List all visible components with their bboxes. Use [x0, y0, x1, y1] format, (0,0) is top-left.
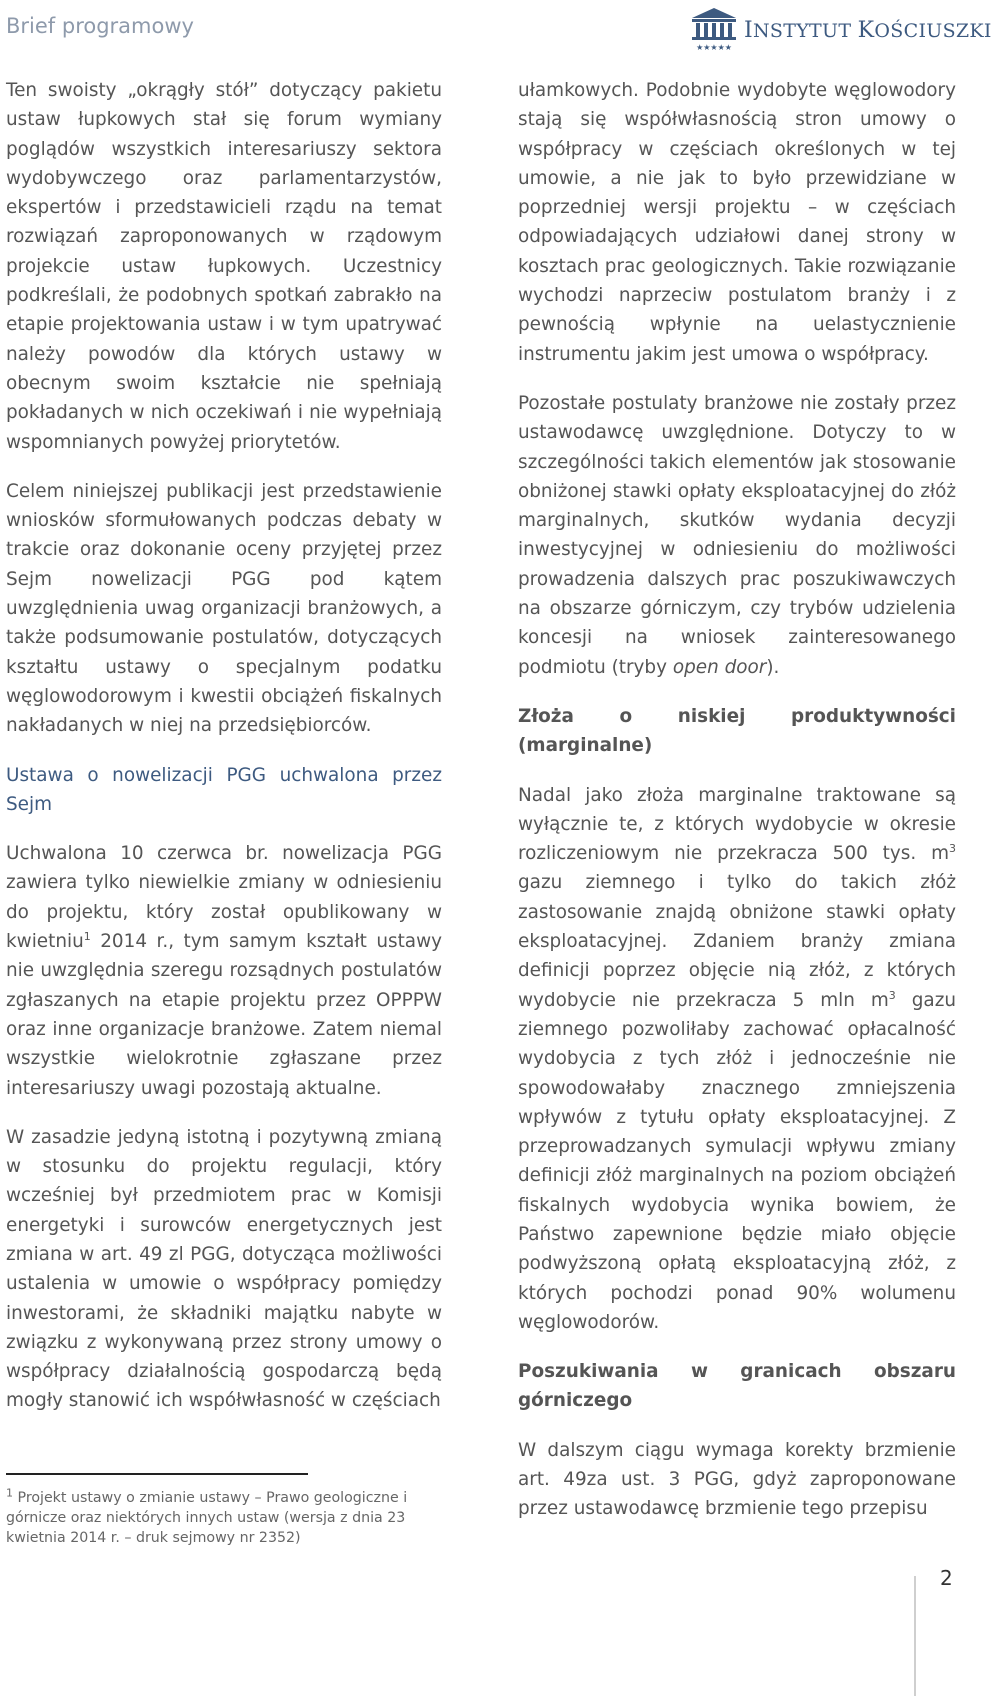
- body-paragraph: Ten swoisty „okrągły stół” dotyczący pakietu ustaw łupkowych stał się forum wymiany poglądów wszystkich interesariuszy sektora wydobywczego oraz parlamentarzystów, ekspertów i przedstawicieli rządu na temat rozwiązań zaproponowanych w rządowym projekcie ustaw łupkowych. Uczestnicy podkreślali, że podobnych spotkań zabrakło na etapie projektowania ustaw i w tym upatrywać należy powodów dla których ustawy w obecnym swoim kształcie nie spełniają pokładanych w nich oczekiwań i nie wypełniają wspomnianych powyżej priorytetów.: [6, 80, 442, 453]
- building-icon: [688, 6, 740, 52]
- body-paragraph: Pozostałe postulaty branżowe nie zostały przez ustawodawcę uwzględnione. Dotyczy to w szczególności takich elementów jak stosowanie obniżonej stawki opłaty eksploatacyjnej do złóż marginalnych, skutków wydania decyzji inwestycyjnej w odniesieniu do możliwości prowadzenia dalszych prac poszukiwawczych na obszarze górniczym, czy trybów udzielenia koncesji na wniosek zainteresowanego podmiotu (tryby open door).: [518, 392, 956, 678]
- footnote: $^1$ Projekt ustawy o zmianie ustawy – Prawo geologiczne i górnicze oraz niektórych innych ustaw (wersja z dnia 23 kwietnia 2014 r. – druk sejmowy nr 2352): [6, 1486, 408, 1546]
- body-paragraph: W zasadzie jedyną istotną i pozytywną zmianą w stosunku do projektu regulacji, który wcześniej był przedmiotem prac w Komisji energetyki i surowców energetycznych jest zmiana w art. 49 zl PGG, dotycząca możliwości ustalenia w umowie o współpracy pomiędzy inwestorami, że składniki majątku nabyte w związku z wykonywaną przez strony umowy o współpracy działalnością gospodarczą będą mogły stanowić ich współwłasność w częściach: [6, 1126, 442, 1412]
- footnote-divider: [6, 1473, 308, 1475]
- body-paragraph: Celem niniejszej publikacji jest przedstawienie wniosków sformułowanych podczas debaty w trakcie oraz dokonanie oceny przyjętej przez Sejm nowelizacji PGG pod kątem uwzględnienia uwag organizacji branżowych, a także podsumowanie postulatów, dotyczących kształtu ustawy o specjalnym podatku węglowodorowym i kwestii obciążeń fiskalnych nakładanych w niej na przedsiębiorców.: [6, 480, 442, 737]
- page-number: 2: [940, 1566, 953, 1590]
- body-paragraph: Nadal jako złoża marginalne traktowane są wyłącznie te, z których wydobycie w okresie rozliczeniowym nie przekracza 500 tys. $m^3$ gazu ziemnego i tylko do takich złóż zastosowanie znajdą obniżone stawki opłaty eksploatacyjnej. Zdaniem branży zmiana definicji poprzez objęcie nią złóż, z których wydobycie nie przekracza 5 mln $m^3$ gazu ziemnego pozwoliłaby zachować opłacalność wydobycia z tych złóż i jednocześnie nie spowodowałaby znacznego zmniejszenia wpływów z tytułu opłaty eksploatacyjnej. Z przeprowadzanych symulacji wpływu zmiany definicji złóż marginalnych na poziom obciążeń fiskalnych wydobycia wynika bowiem, że Państwo zapewnione będzie miało objęcie podwyższoną opłatą eksploatacyjną złóż, z których pochodzi ponad 90% wolumenu węglowodorów.: [518, 784, 956, 1333]
- section-heading: Poszukiwania w granicach obszaru górniczego: [518, 1361, 956, 1412]
- page-number-divider: [914, 1576, 916, 1696]
- body-paragraph: ułamkowych. Podobnie wydobyte węglowodory stają się współwłasnością stron umowy o współpracy w częściach określonych w tej umowie, a nie jak to było przewidziane w poprzedniej wersji projektu – w częściach odpowiadających udziałowi danej strony w kosztach prac geologicznych. Takie rozwiązanie wychodzi naprzeciw postulatom branży i z pewnością wpłynie na uelastycznienie instrumentu jakim jest umowa o współpracy.: [518, 80, 956, 365]
- svg-text:★★★★★: ★★★★★: [696, 43, 732, 52]
- body-paragraph: Uchwalona 10 czerwca br. nowelizacja PGG zawiera tylko niewielkie zmiany w odniesieniu do projektu, który został opublikowany w kwietniu$^1$ 2014 r., tym samym kształt ustawy nie uwzględnia szeregu rozsądnych postulatów zgłaszanych na etapie projektu przez OPPPW oraz inne organizacje branżowe. Zatem niemal wszystkie wielokrotnie zgłaszane przez interesariuszy uwagi pozostają aktualne.: [6, 843, 442, 1099]
- institution-logo: [688, 6, 992, 54]
- footnote-reference: 1: [83, 929, 91, 943]
- right-column: [518, 76, 956, 1544]
- left-column: [6, 76, 442, 1436]
- logo-wordmark: INSTYTUT KOŚCIUSZKI: [744, 18, 992, 43]
- document-type-label: Brief programowy: [6, 14, 194, 38]
- section-heading: Złoża o niskiej produktywności (marginalne): [518, 705, 956, 757]
- body-paragraph: W dalszym ciągu wymaga korekty brzmienie art. 49za ust. 3 PGG, gdyż zaproponowane przez ustawodawcę brzmienie tego przepisu: [518, 1439, 956, 1520]
- section-heading: Ustawa o nowelizacji PGG uchwalona przez Sejm: [6, 764, 442, 815]
